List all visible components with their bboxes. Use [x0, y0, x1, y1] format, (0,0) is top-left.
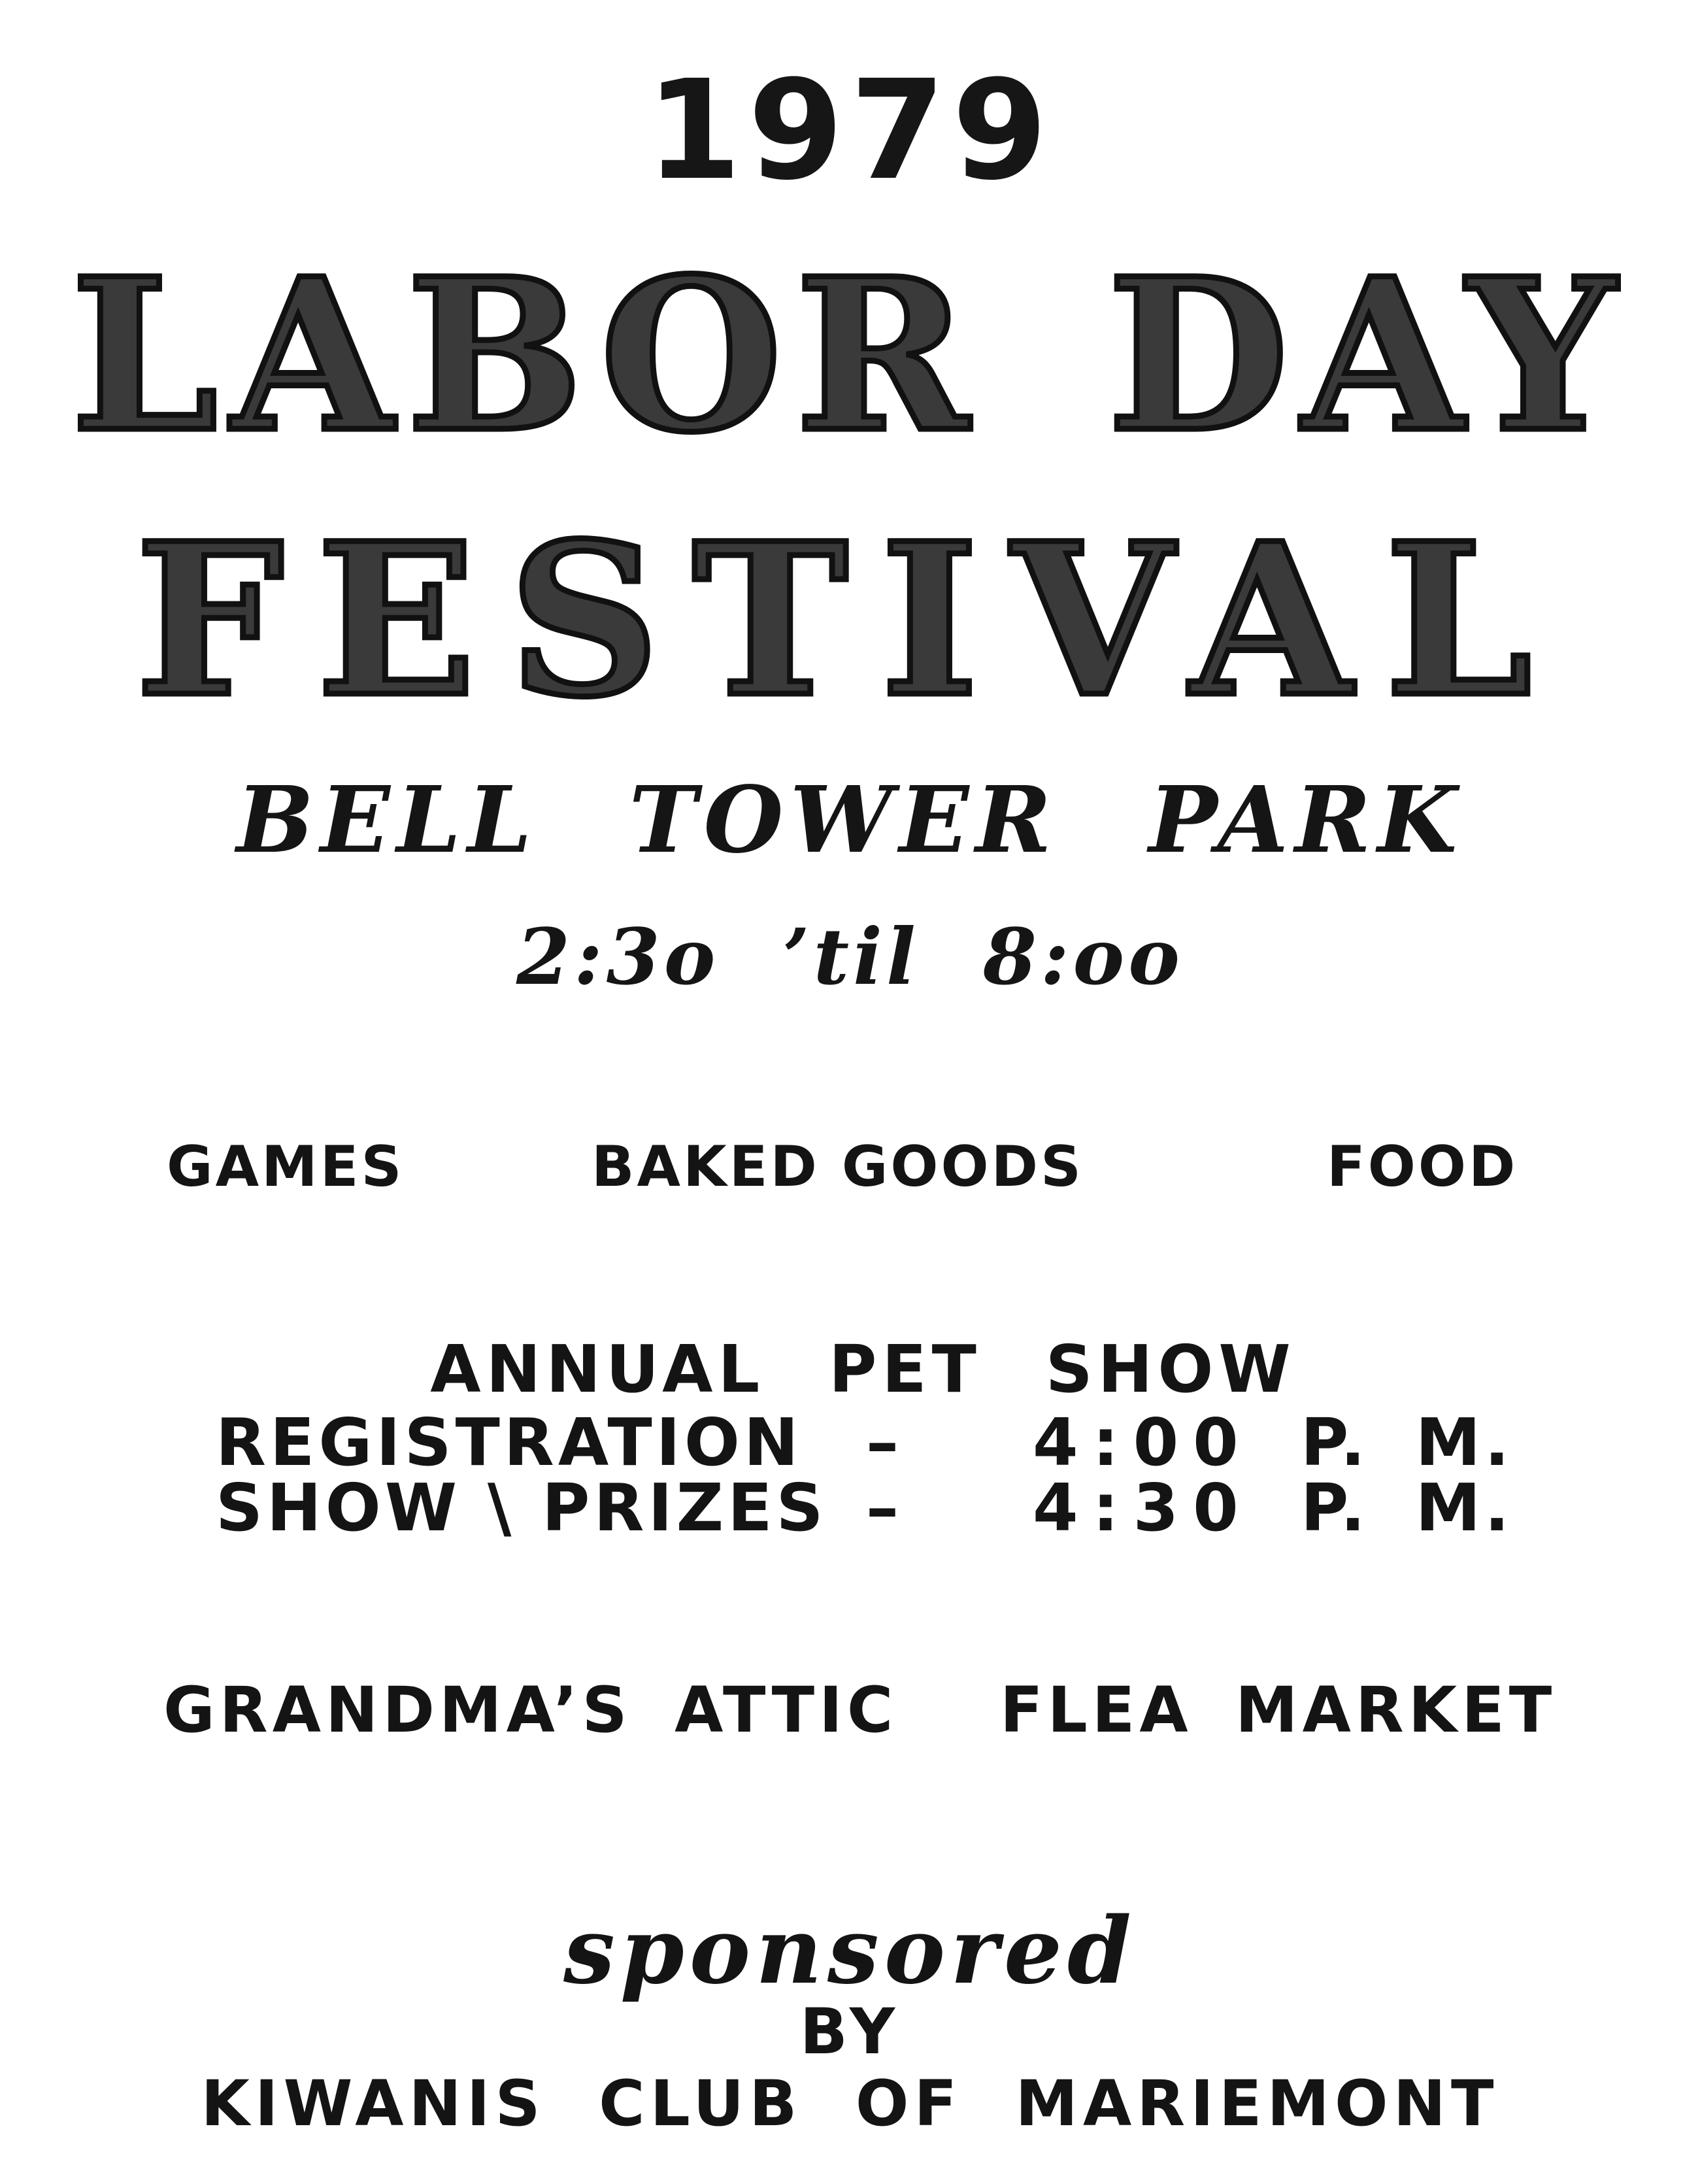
pet-show-row-show-prizes [0, 1470, 1700, 1546]
event-year: 1979 [646, 50, 1054, 210]
grandmas-attic-text: GRANDMA’S ATTIC [163, 1673, 898, 1747]
hours-text: 2:3o ’til 8:oo [516, 911, 1184, 1002]
schedule-label: REGISTRATION [216, 1404, 803, 1481]
offering-food: FOOD [1327, 1134, 1518, 1200]
title-festival: FESTIVAL [135, 498, 1565, 743]
sponsored-text: sponsored [563, 1898, 1137, 2005]
schedule-dash: – [866, 1470, 903, 1546]
location-text: BELL TOWER PARK [236, 767, 1464, 874]
schedule-dash: – [866, 1404, 903, 1481]
flea-market-text: FLEA MARKET [1000, 1673, 1557, 1747]
offering-games: GAMES [167, 1134, 405, 1200]
offering-baked-goods: BAKED GOODS [592, 1134, 1084, 1200]
by-text: BY [799, 1995, 901, 2068]
schedule-time: 4:30 [1033, 1470, 1253, 1546]
schedule-ampm: P. M. [1301, 1404, 1514, 1481]
pet-show-heading: ANNUAL PET SHOW [430, 1331, 1296, 1407]
schedule-label: SHOW \ PRIZES [216, 1470, 827, 1546]
schedule-time: 4:00 [1033, 1404, 1253, 1481]
attic-row [0, 1673, 1700, 1747]
schedule-ampm: P. M. [1301, 1470, 1514, 1546]
title-labor-day: LABOR DAY [71, 233, 1629, 479]
pet-show-row-registration [0, 1404, 1700, 1481]
sponsor-name: KIWANIS CLUB OF MARIEMONT [201, 2067, 1499, 2140]
offerings-row [0, 1134, 1700, 1200]
